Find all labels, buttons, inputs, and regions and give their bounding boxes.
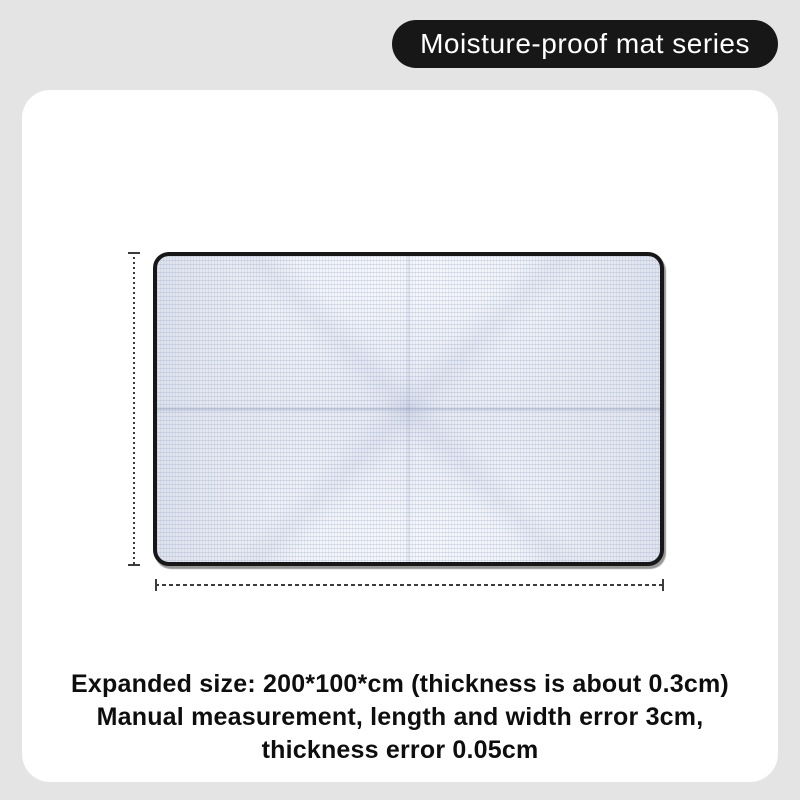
mat-image — [153, 252, 664, 566]
caption-line-measurement-error: Manual measurement, length and width error 3cm, — [96, 703, 704, 731]
series-badge — [392, 20, 778, 68]
height-dimension-line — [133, 252, 135, 566]
size-caption — [22, 668, 778, 767]
width-dimension-line — [155, 584, 664, 586]
caption-line-expanded-size: Expanded size: 200*100*cm (thickness is about 0.3cm) — [71, 670, 729, 698]
caption-line-thickness-error: thickness error 0.05cm — [261, 736, 539, 764]
series-badge-label: Moisture-proof mat series — [420, 28, 750, 59]
product-card — [22, 90, 778, 782]
